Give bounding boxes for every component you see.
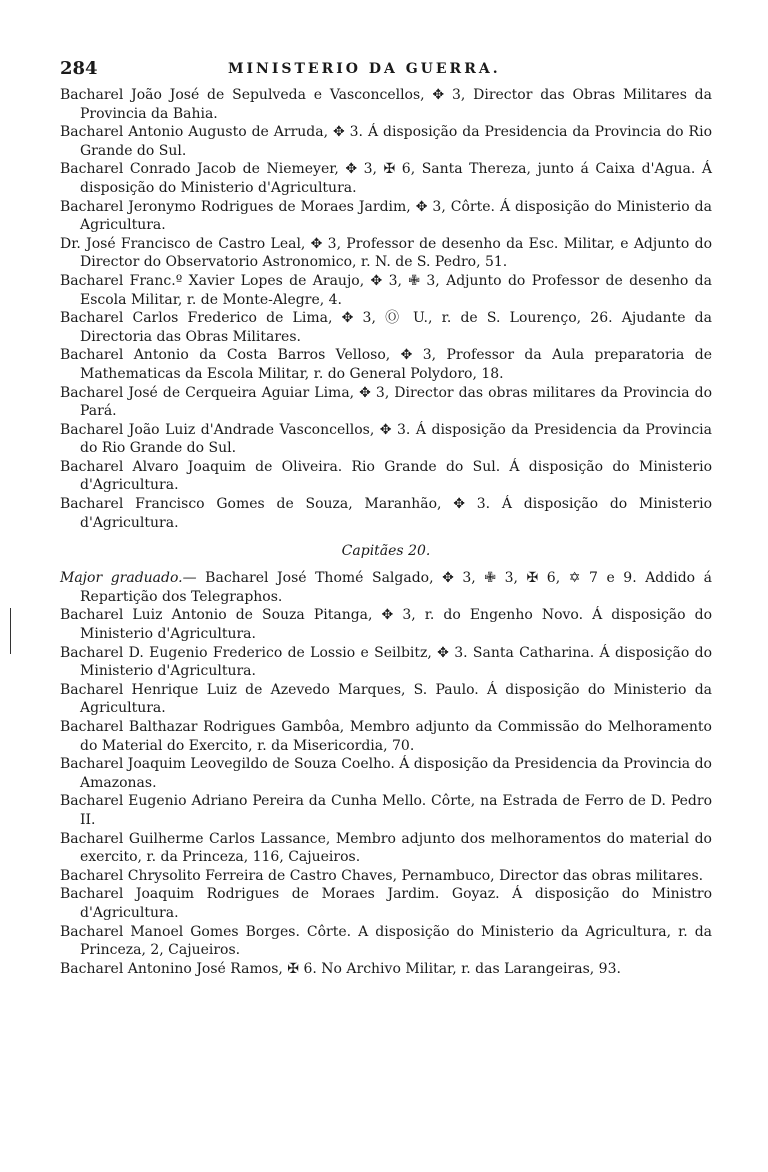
entry: Bacharel D. Eugenio Frederico de Lossio e Seilbitz, ✥ 3. Santa Catharina. Á disposição do Ministerio d'Agricultura. <box>60 644 712 680</box>
entry: Bacharel Antonio Augusto de Arruda, ✥ 3. Á disposição da Presidencia da Provincia do Rio Grande do Sul. <box>60 124 712 159</box>
entry: Bacharel Manoel Gomes Borges. Côrte. A disposição do Ministerio da Agricultura, r. da Princeza, 2, Cajueiros. <box>60 923 712 959</box>
section-heading: Capitães 20. <box>341 543 431 560</box>
entry: Bacharel Franc.º Xavier Lopes de Araujo, ✥ 3, ✙ 3, Adjunto do Professor de desenho da Escola Militar, r. de Monte-Alegre, 4. <box>60 272 712 308</box>
entry: Bacharel Antonino José Ramos, ✠ 6. No Archivo Militar, r. das Larangeiras, 93. <box>60 960 621 977</box>
entry: Bacharel Alvaro Joaquim de Oliveira. Rio Grande do Sul. Á disposição do Ministerio d'Agricultura. <box>60 458 712 494</box>
entry: Bacharel Chrysolito Ferreira de Castro Chaves, Pernambuco, Director das obras militares. <box>60 867 704 884</box>
page-header <box>60 56 712 82</box>
entry: Bacharel João José de Sepulveda e Vasconcellos, ✥ 3, Director das Obras Militares da Provincia da Bahia. <box>60 87 712 122</box>
page-number: 284 <box>60 58 98 79</box>
entry: Bacharel Antonio da Costa Barros Velloso, ✥ 3, Professor da Aula preparatoria de Mathematicas da Escola Militar, r. do General Polydoro, 18. <box>60 347 712 382</box>
entry: Bacharel Carlos Frederico de Lima, ✥ 3, Ⓞ U., r. de S. Lourenço, 26. Ajudante da Directoria das Obras Militares. <box>60 310 712 345</box>
entry-rank-text: Bacharel José Thomé Salgado, ✥ 3, ✙ 3, ✠ 6, ✡ 7 e 9. Addido á Repartição dos Telegraphos. <box>80 570 712 605</box>
entry: Bacharel Jeronymo Rodrigues de Moraes Jardim, ✥ 3, Côrte. Á disposição do Ministerio da Agricultura. <box>60 198 712 234</box>
entry: Bacharel Eugenio Adriano Pereira da Cunha Mello. Côrte, na Estrada de Ferro de D. Pedro II. <box>60 793 712 828</box>
running-head: MINISTERIO DA GUERRA. <box>228 61 501 77</box>
entry: Bacharel Conrado Jacob de Niemeyer, ✥ 3, ✠ 6, Santa Thereza, junto á Caixa d'Agua. Á disposição do Ministerio d'Agricultura. <box>60 161 712 196</box>
entry: Bacharel Guilherme Carlos Lassance, Membro adjunto dos melhoramentos do material do exercito, r. da Princeza, 116, Cajueiros. <box>60 830 712 866</box>
entry: Bacharel Balthazar Rodrigues Gambôa, Membro adjunto da Commissão do Melhoramento do Material do Exercito, r. da Misericordia, 70. <box>60 719 712 754</box>
entry: Bacharel José de Cerqueira Aguiar Lima, ✥ 3, Director das obras militares da Provincia do Pará. <box>60 384 712 420</box>
margin-rule <box>10 608 11 654</box>
entry-rank-lead: Major graduado.— <box>60 570 197 587</box>
entry-first-captain <box>60 569 712 606</box>
entry: Bacharel João Luiz d'Andrade Vasconcellos, ✥ 3. Á disposição da Presidencia da Provincia do Rio Grande do Sul. <box>60 421 712 457</box>
entry: Bacharel Henrique Luiz de Azevedo Marques, S. Paulo. Á disposição do Ministerio da Agricultura. <box>60 681 712 717</box>
book-page <box>60 56 712 978</box>
entry: Bacharel Francisco Gomes de Souza, Maranhão, ✥ 3. Á disposição do Ministerio d'Agricultura. <box>60 496 712 531</box>
entries-list <box>60 86 712 978</box>
entry: Bacharel Luiz Antonio de Souza Pitanga, ✥ 3, r. do Engenho Novo. Á disposição do Ministerio d'Agricultura. <box>60 607 712 643</box>
entry: Bacharel Joaquim Leovegildo de Souza Coelho. Á disposição da Presidencia da Provincia do Amazonas. <box>60 756 712 791</box>
entry: Bacharel Joaquim Rodrigues de Moraes Jardim. Goyaz. Á disposição do Ministro d'Agricultura. <box>60 886 712 921</box>
entry: Dr. José Francisco de Castro Leal, ✥ 3, Professor de desenho da Esc. Militar, e Adjunto do Director do Observatorio Astronomico, r. N. de S. Pedro, 51. <box>60 235 712 271</box>
